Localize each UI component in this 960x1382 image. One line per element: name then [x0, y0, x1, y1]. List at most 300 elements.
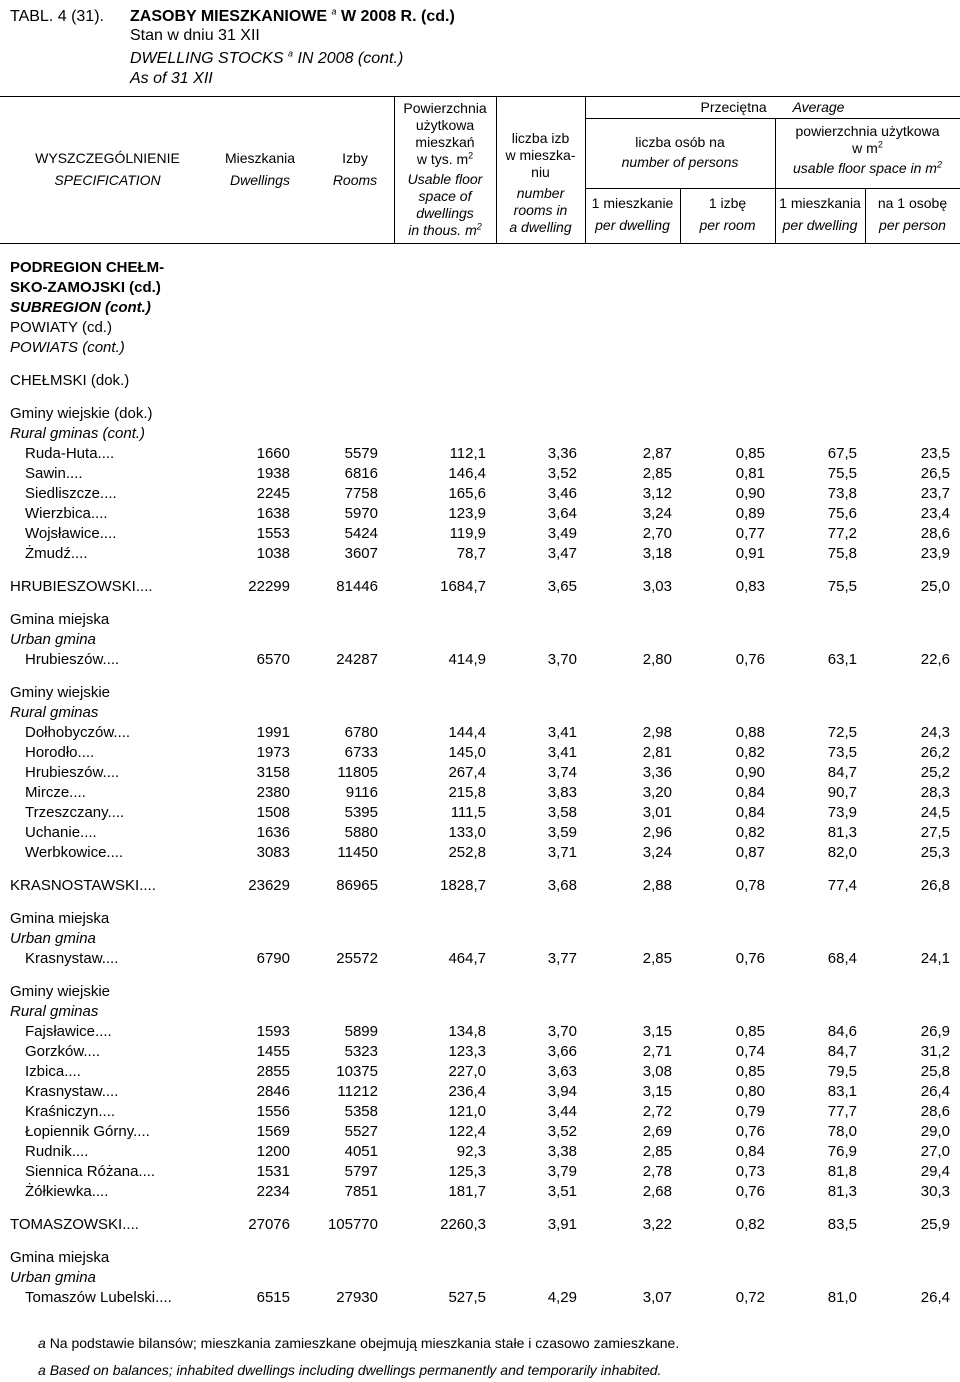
cell-col-1: 2846 — [256, 1083, 290, 1100]
cell-col-1: 1038 — [256, 545, 290, 562]
cell-col-3: 111,5 — [450, 804, 486, 821]
leader-dots: .... — [102, 651, 120, 668]
row-label-text: Rural gminas — [10, 1003, 99, 1020]
cell-col-5: 3,01 — [642, 804, 672, 821]
row-label — [10, 404, 153, 424]
section-label — [0, 298, 960, 318]
square-sup: 2 — [468, 150, 474, 161]
cell-col-8: 23,5 — [920, 445, 950, 462]
row-label — [25, 444, 114, 464]
leader-dots: .... — [71, 1143, 89, 1160]
row-label-text: KRASNOSTAWSKI — [10, 877, 140, 894]
leader-dots: .... — [65, 465, 83, 482]
pd-pl: 1 mieszkanie — [591, 195, 674, 211]
table-body — [0, 258, 960, 1308]
cell-col-1: 23629 — [248, 877, 290, 894]
cell-col-8: 29,0 — [920, 1123, 950, 1140]
cell-col-4: 3,41 — [547, 744, 577, 761]
cell-col-5: 2,78 — [642, 1163, 672, 1180]
cell-col-8: 30,3 — [920, 1183, 950, 1200]
header-rooms — [305, 150, 405, 189]
row-label — [25, 484, 117, 504]
footnote-mark: a — [38, 1335, 46, 1351]
cell-col-7: 63,1 — [827, 651, 857, 668]
table-row — [0, 504, 960, 524]
cell-col-5: 3,36 — [642, 764, 672, 781]
row-spacer — [0, 1235, 960, 1248]
cell-col-3: 227,0 — [448, 1063, 486, 1080]
cell-col-6: 0,73 — [735, 1163, 765, 1180]
cell-col-1: 2380 — [256, 784, 290, 801]
section-label — [0, 278, 960, 298]
row-label — [25, 1122, 150, 1142]
cell-col-1: 22299 — [248, 578, 290, 595]
cell-col-3: 145,0 — [448, 744, 486, 761]
cell-col-6: 0,77 — [735, 525, 765, 542]
pd-en: per dwelling — [595, 217, 670, 233]
row-label — [25, 464, 83, 484]
pr-pl: 1 izbę — [708, 195, 747, 211]
cell-col-8: 26,4 — [920, 1083, 950, 1100]
footnote-en — [38, 1362, 661, 1378]
footnote-mark: a — [38, 1362, 46, 1378]
row-label — [10, 610, 109, 630]
header-floor-area — [394, 100, 496, 239]
cell-col-3: 134,8 — [448, 1023, 486, 1040]
cell-col-8: 28,3 — [920, 784, 950, 801]
cell-col-1: 1200 — [256, 1143, 290, 1160]
header-per-room — [680, 195, 775, 234]
table-row — [0, 1042, 960, 1062]
area-pl4 — [394, 151, 496, 168]
cell-col-5: 3,20 — [642, 784, 672, 801]
row-label — [10, 703, 98, 723]
cell-col-7: 75,6 — [827, 505, 857, 522]
leader-dots: .... — [107, 804, 125, 821]
area-en1: Usable floor — [407, 171, 483, 187]
cell-col-4: 3,47 — [547, 545, 577, 562]
cell-col-1: 1569 — [256, 1123, 290, 1140]
cell-col-2: 81446 — [336, 578, 378, 595]
row-label-text: Trzeszczany — [25, 804, 108, 821]
cell-col-5: 2,81 — [642, 744, 672, 761]
row-spacer — [0, 358, 960, 371]
cell-col-4: 3,59 — [547, 824, 577, 841]
title-polish — [130, 8, 455, 26]
leader-dots: .... — [106, 844, 124, 861]
row-label — [10, 982, 110, 1002]
cell-col-6: 0,85 — [735, 445, 765, 462]
header-specification — [0, 150, 215, 189]
footnote-en-text: Based on balances; inhabited dwellings including dwellings permanently and temporarily inhabited. — [49, 1362, 662, 1378]
row-label-text: Werbkowice — [25, 844, 107, 861]
cell-col-7: 75,5 — [827, 465, 857, 482]
cell-col-2: 5899 — [344, 1023, 378, 1040]
section-label — [0, 1002, 960, 1022]
cell-col-6: 0,80 — [735, 1083, 765, 1100]
rpd-pl3: niu — [531, 164, 550, 180]
row-label-text: Rural gminas — [10, 704, 99, 721]
cell-col-6: 0,89 — [735, 505, 765, 522]
row-spacer — [0, 896, 960, 909]
row-label-text: POWIATY (cd.) — [10, 319, 112, 336]
cell-col-8: 27,0 — [920, 1143, 950, 1160]
row-label — [10, 338, 125, 358]
footnote-mark: a — [287, 48, 293, 59]
cell-col-3: 165,6 — [448, 485, 486, 502]
header-spec-en: SPECIFICATION — [54, 172, 161, 188]
cell-col-8: 27,5 — [920, 824, 950, 841]
section-label — [0, 929, 960, 949]
row-spacer — [0, 863, 960, 876]
row-label-text: Wojsławice — [25, 525, 100, 542]
row-label — [10, 630, 96, 650]
cell-col-5: 2,69 — [642, 1123, 672, 1140]
cell-col-4: 3,38 — [547, 1143, 577, 1160]
average-group-rule — [585, 118, 960, 119]
header-floor-per-dwelling — [775, 195, 865, 234]
table-row — [0, 763, 960, 783]
cell-col-3: 119,9 — [449, 525, 486, 542]
table-row — [0, 524, 960, 544]
cell-col-2: 6780 — [344, 724, 378, 741]
fs-pl2-text: w m — [852, 140, 878, 156]
row-label-text: Krasnystaw — [25, 1083, 102, 1100]
cell-col-7: 78,0 — [827, 1123, 857, 1140]
cell-col-8: 25,9 — [920, 1216, 950, 1233]
cell-col-6: 0,76 — [735, 950, 765, 967]
section-label — [0, 371, 960, 391]
row-label — [25, 803, 124, 823]
cell-col-3: 112,1 — [449, 445, 486, 462]
cell-col-6: 0,84 — [735, 784, 765, 801]
leader-dots: .... — [99, 525, 117, 542]
row-label — [25, 1288, 172, 1308]
cell-col-2: 5323 — [344, 1043, 378, 1060]
cell-col-3: 2260,3 — [440, 1216, 486, 1233]
row-label — [10, 929, 96, 949]
table-row — [0, 1022, 960, 1042]
leader-dots: .... — [69, 784, 86, 801]
row-label — [25, 823, 97, 843]
cell-col-2: 5579 — [344, 445, 378, 462]
cell-col-3: 236,4 — [448, 1083, 486, 1100]
cell-col-7: 75,8 — [827, 545, 857, 562]
header-average — [585, 99, 960, 116]
leader-dots: .... — [122, 1216, 139, 1233]
table-row — [0, 823, 960, 843]
row-label-text: Kraśniczyn — [25, 1103, 99, 1120]
cell-col-5: 3,15 — [642, 1083, 672, 1100]
pr-en: per room — [699, 217, 756, 233]
header-persons — [585, 134, 775, 171]
leader-dots: .... — [101, 950, 119, 967]
cell-col-6: 0,91 — [735, 545, 765, 562]
section-label — [0, 1268, 960, 1288]
cell-col-7: 83,5 — [827, 1216, 857, 1233]
title-polish-rest: W 2008 R. (cd.) — [340, 8, 455, 25]
row-label — [25, 763, 119, 783]
section-label — [0, 982, 960, 1002]
cell-col-7: 84,7 — [827, 1043, 857, 1060]
row-spacer — [0, 597, 960, 610]
cell-col-7: 83,1 — [827, 1083, 857, 1100]
cell-col-4: 3,65 — [547, 578, 577, 595]
fs-en — [775, 160, 960, 177]
leader-dots: .... — [97, 445, 115, 462]
table-row — [0, 743, 960, 763]
section-label — [0, 909, 960, 929]
cell-col-3: 121,0 — [448, 1103, 486, 1120]
cell-col-5: 2,96 — [642, 824, 672, 841]
cell-col-4: 3,68 — [547, 877, 577, 894]
header-floor-per-person — [865, 195, 960, 234]
leader-dots: .... — [155, 1289, 172, 1306]
cell-col-8: 24,3 — [920, 724, 950, 741]
cell-col-2: 9116 — [345, 784, 378, 801]
table-row — [0, 1182, 960, 1202]
row-label-text: Gmina miejska — [10, 910, 110, 927]
row-label-text: Rudnik — [25, 1143, 72, 1160]
row-label-text: CHEŁMSKI (dok.) — [10, 372, 130, 389]
cell-col-1: 1556 — [256, 1103, 290, 1120]
cell-col-7: 76,9 — [827, 1143, 857, 1160]
cell-col-3: 252,8 — [448, 844, 486, 861]
cell-col-8: 23,9 — [920, 545, 950, 562]
footnote-pl-text: Na podstawie bilansów; mieszkania zamieszkane obejmują mieszkania stałe i czasowo zamieszkane. — [49, 1335, 680, 1351]
cell-col-2: 10375 — [336, 1063, 378, 1080]
section-label — [0, 318, 960, 338]
leader-dots: .... — [91, 1183, 109, 1200]
row-spacer — [0, 1202, 960, 1215]
cell-col-3: 215,8 — [448, 784, 486, 801]
row-label — [25, 1082, 118, 1102]
row-label-text: Wierzbica — [25, 505, 91, 522]
cell-col-6: 0,87 — [735, 844, 765, 861]
header-rooms-per-dwelling — [496, 130, 585, 236]
row-label-text: PODREGION CHEŁM- — [10, 259, 165, 276]
cell-col-1: 1455 — [256, 1043, 290, 1060]
cell-col-1: 2234 — [256, 1183, 290, 1200]
cell-col-3: 464,7 — [448, 950, 486, 967]
row-label — [25, 1162, 155, 1182]
square-sup: 2 — [476, 221, 482, 232]
cell-col-7: 73,9 — [827, 804, 857, 821]
cell-col-4: 3,83 — [547, 784, 577, 801]
cell-col-8: 22,6 — [920, 651, 950, 668]
cell-col-7: 90,7 — [827, 784, 857, 801]
cell-col-4: 3,41 — [547, 724, 577, 741]
footnote-pl — [38, 1335, 679, 1351]
cell-col-7: 67,5 — [827, 445, 857, 462]
cell-col-7: 81,0 — [827, 1289, 857, 1306]
row-label-text: Uchanie — [25, 824, 81, 841]
cell-col-4: 3,79 — [547, 1163, 577, 1180]
cell-col-5: 2,85 — [642, 1143, 672, 1160]
table-row — [0, 1082, 960, 1102]
row-label — [25, 743, 94, 763]
table-row — [0, 803, 960, 823]
cell-col-4: 3,64 — [547, 505, 577, 522]
row-label-text: Urban gmina — [10, 631, 96, 648]
cell-col-3: 122,4 — [448, 1123, 486, 1140]
cell-col-6: 0,84 — [735, 1143, 765, 1160]
cell-col-2: 5358 — [344, 1103, 378, 1120]
cell-col-2: 5797 — [344, 1163, 378, 1180]
cell-col-1: 2245 — [256, 485, 290, 502]
table-row — [0, 949, 960, 969]
cell-col-2: 5527 — [344, 1123, 378, 1140]
cell-col-8: 25,3 — [920, 844, 950, 861]
area-pl2: użytkowa — [415, 117, 475, 133]
cell-col-6: 0,79 — [735, 1103, 765, 1120]
footnote-mark: a — [331, 6, 337, 17]
cell-col-1: 3083 — [256, 844, 290, 861]
row-label — [25, 949, 118, 969]
table-row — [0, 1102, 960, 1122]
fs-en-text: usable floor space in m — [793, 160, 937, 176]
area-en2: space of — [418, 188, 472, 204]
header-spec-pl: WYSZCZEGÓLNIENIE — [35, 150, 180, 166]
row-label — [25, 1042, 100, 1062]
leader-dots: .... — [98, 1103, 116, 1120]
cell-col-2: 6816 — [344, 465, 378, 482]
leader-dots: .... — [139, 877, 156, 894]
fp-en: per person — [879, 217, 946, 233]
row-label-text: SUBREGION (cont.) — [10, 299, 151, 316]
cell-col-5: 2,71 — [642, 1043, 672, 1060]
section-label — [0, 630, 960, 650]
cell-col-1: 3158 — [256, 764, 290, 781]
cell-col-3: 133,0 — [448, 824, 486, 841]
cell-col-8: 31,2 — [920, 1043, 950, 1060]
cell-col-6: 0,82 — [735, 744, 765, 761]
table-row — [0, 1288, 960, 1308]
cell-col-5: 3,24 — [642, 505, 672, 522]
row-label-text: TOMASZOWSKI — [10, 1216, 123, 1233]
cell-col-2: 4051 — [344, 1143, 378, 1160]
cell-col-6: 0,90 — [735, 764, 765, 781]
cell-col-4: 4,29 — [547, 1289, 577, 1306]
cell-col-4: 3,58 — [547, 804, 577, 821]
cell-col-4: 3,94 — [547, 1083, 577, 1100]
row-label — [10, 577, 153, 597]
row-label — [10, 318, 112, 338]
leader-dots: .... — [95, 1023, 112, 1040]
cell-col-1: 1973 — [256, 744, 290, 761]
row-label — [10, 258, 164, 278]
cell-col-1: 1638 — [256, 505, 290, 522]
cell-col-3: 144,4 — [448, 724, 486, 741]
row-label-text: Rural gminas (cont.) — [10, 425, 146, 442]
table-row — [0, 1062, 960, 1082]
cell-col-8: 26,8 — [920, 877, 950, 894]
area-en3: dwellings — [416, 205, 474, 221]
row-label — [25, 1142, 88, 1162]
table-row — [0, 1122, 960, 1142]
row-label — [25, 524, 116, 544]
cell-col-2: 5970 — [344, 505, 378, 522]
cell-col-8: 25,2 — [920, 764, 950, 781]
cell-col-6: 0,76 — [735, 651, 765, 668]
cell-col-1: 1991 — [256, 724, 290, 741]
cell-col-6: 0,84 — [735, 804, 765, 821]
table-row — [0, 1215, 960, 1235]
cell-col-7: 81,3 — [827, 824, 857, 841]
title-polish-date: Stan w dniu 31 XII — [130, 27, 260, 44]
cell-col-4: 3,46 — [547, 485, 577, 502]
cell-col-4: 3,44 — [547, 1103, 577, 1120]
row-label-text: Gmina miejska — [10, 611, 110, 628]
cell-col-7: 81,8 — [827, 1163, 857, 1180]
row-label-text: Gorzków — [25, 1043, 84, 1060]
cell-col-7: 68,4 — [827, 950, 857, 967]
cell-col-3: 92,3 — [456, 1143, 486, 1160]
row-label — [10, 424, 145, 444]
sub-rule — [775, 188, 960, 189]
title-english — [130, 50, 403, 68]
area-en4 — [394, 222, 496, 239]
leader-dots: .... — [135, 578, 153, 595]
cell-col-4: 3,51 — [547, 1183, 577, 1200]
cell-col-6: 0,81 — [735, 465, 765, 482]
row-label-text: Siennica Różana — [25, 1163, 139, 1180]
table-row — [0, 723, 960, 743]
cell-col-1: 1660 — [256, 445, 290, 462]
leader-dots: .... — [100, 485, 117, 502]
cell-col-5: 2,98 — [642, 724, 672, 741]
section-label — [0, 424, 960, 444]
section-label — [0, 258, 960, 278]
leader-dots: .... — [90, 505, 108, 522]
table-row — [0, 876, 960, 896]
header-floor-space — [775, 123, 960, 177]
cell-col-5: 3,24 — [642, 844, 672, 861]
cell-col-4: 3,52 — [547, 1123, 577, 1140]
cell-col-7: 73,5 — [827, 744, 857, 761]
cell-col-4: 3,77 — [547, 950, 577, 967]
row-label-text: Gminy wiejskie — [10, 684, 111, 701]
section-label — [0, 703, 960, 723]
table-row — [0, 843, 960, 863]
cell-col-3: 1828,7 — [440, 877, 486, 894]
cell-col-8: 23,7 — [920, 485, 950, 502]
cell-col-6: 0,76 — [735, 1123, 765, 1140]
cell-col-7: 84,7 — [827, 764, 857, 781]
cell-col-8: 24,1 — [920, 950, 950, 967]
fp-pl: na 1 osobę — [877, 195, 948, 211]
leader-dots: .... — [64, 1063, 81, 1080]
header-bottom-rule — [0, 243, 960, 244]
cell-col-8: 26,4 — [920, 1289, 950, 1306]
row-label-text: Łopiennik Górny — [25, 1123, 134, 1140]
title-english-rest: IN 2008 (cont.) — [297, 50, 404, 67]
cell-col-1: 6515 — [256, 1289, 290, 1306]
cell-col-3: 1684,7 — [440, 578, 486, 595]
fd-en: per dwelling — [782, 217, 858, 233]
row-spacer — [0, 670, 960, 683]
cell-col-6: 0,78 — [735, 877, 765, 894]
section-label — [0, 1248, 960, 1268]
persons-en: number of persons — [621, 154, 739, 170]
rpd-en1: number — [516, 185, 565, 201]
cell-col-5: 2,72 — [642, 1103, 672, 1120]
cell-col-2: 11805 — [337, 764, 378, 781]
cell-col-7: 75,5 — [827, 578, 857, 595]
cell-col-1: 6790 — [256, 950, 290, 967]
cell-col-6: 0,72 — [735, 1289, 765, 1306]
row-label-text: Fajsławice — [25, 1023, 96, 1040]
